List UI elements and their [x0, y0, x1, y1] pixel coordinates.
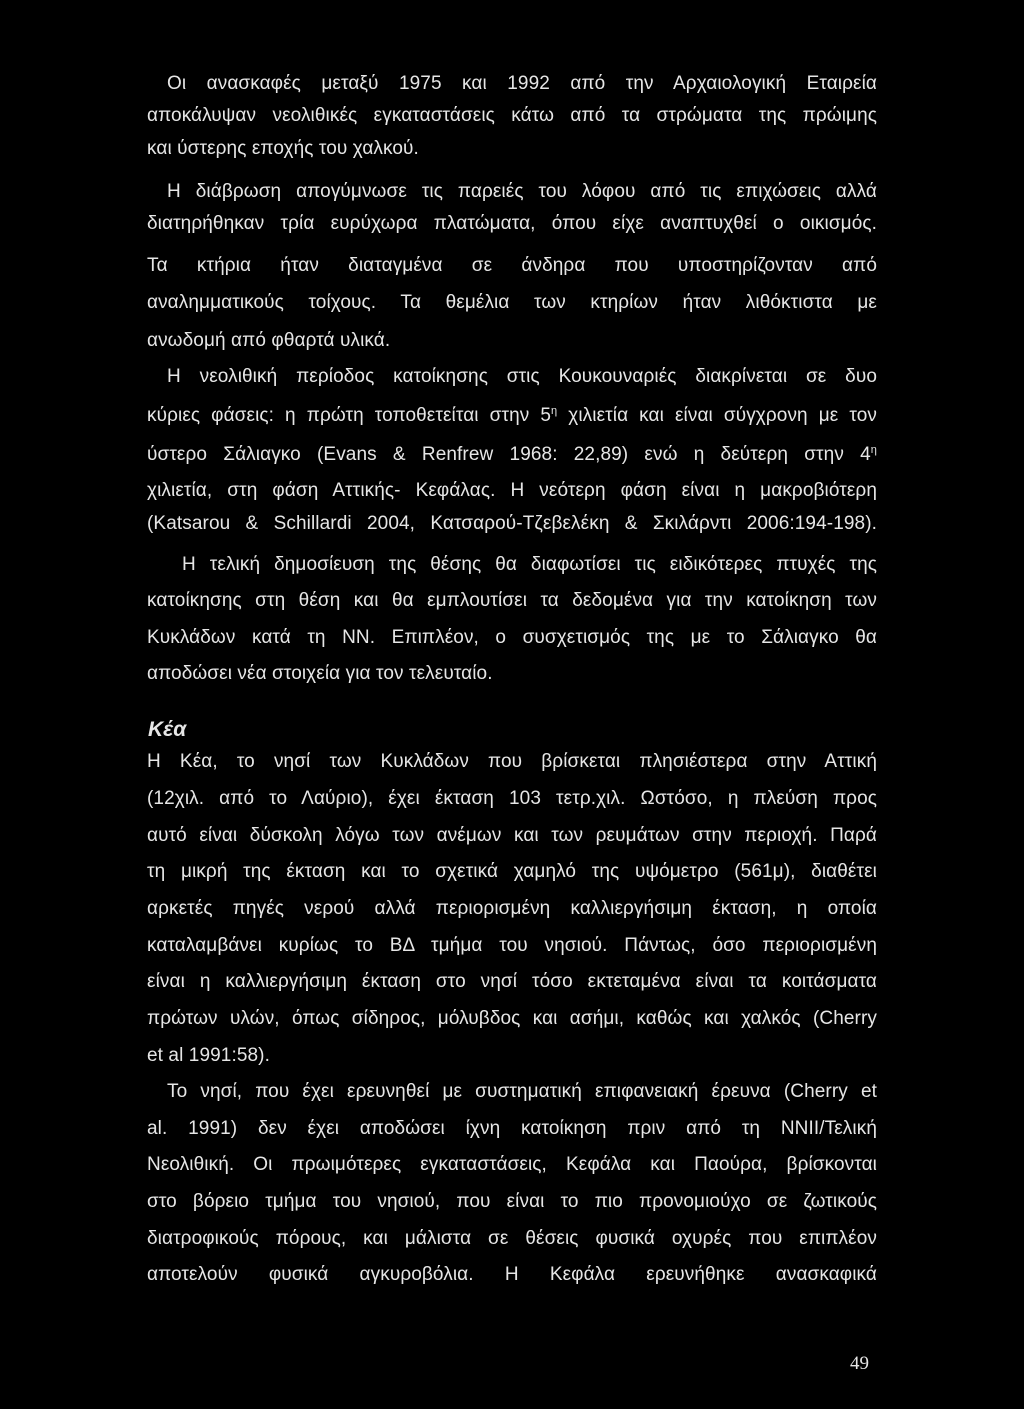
text-line: Τα κτήρια ήταν διαταγμένα σε άνδηρα που υποστηρίζονταν από	[147, 255, 877, 276]
text-line: et al 1991:58).	[147, 1045, 270, 1066]
text-line: ανωδομή από φθαρτά υλικά.	[147, 330, 391, 351]
text-line: πρώτων υλών, όπως σίδηρος, μόλυβδος και ασήμι, καθώς και χαλκός (Cherry	[147, 1008, 877, 1029]
text-line: αποδώσει νέα στοιχεία για τον τελευταίο.	[147, 663, 493, 684]
page-number: 49	[850, 1353, 869, 1374]
text-line: και ύστερης εποχής του χαλκού.	[147, 138, 419, 159]
text-line: Η νεολιθική περίοδος κατοίκησης στις Κουκουναριές διακρίνεται σε δυο	[167, 366, 877, 387]
text-line: διατηρήθηκαν τρία ευρύχωρα πλατώματα, όπου είχε αναπτυχθεί ο οικισμός.	[147, 213, 877, 234]
text-line: (12χιλ. από το Λαύριο), έχει έκταση 103 τετρ.χιλ. Ωστόσο, η πλεύση προς	[147, 788, 877, 809]
text-line: Η Κέα, το νησί των Κυκλάδων που βρίσκεται πλησιέστερα στην Αττική	[147, 751, 877, 772]
text-line: (Katsarou & Schillardi 2004, Κατσαρού-Τζεβελέκη & Σκιλάρντι 2006:194-198).	[147, 513, 877, 534]
text-line: κατοίκησης στη θέση και θα εμπλουτίσει τα δεδομένα για την κατοίκηση των	[147, 590, 877, 611]
text-line: διατροφικούς πόρους, και μάλιστα σε θέσεις φυσικά οχυρές που επιπλέον	[147, 1228, 877, 1249]
text-line: αυτό είναι δύσκολη λόγω των ανέμων και των ρευμάτων στην περιοχή. Παρά	[147, 825, 877, 846]
text-line: Νεολιθική. Οι πρωιμότερες εγκαταστάσεις, Κεφάλα και Παούρα, βρίσκονται	[147, 1154, 877, 1175]
text-line: al. 1991) δεν έχει αποδώσει ίχνη κατοίκηση πριν από τη ΝΝΙΙ/Τελική	[147, 1118, 877, 1139]
text-line: αναλημματικούς τοίχους. Τα θεμέλια των κτηρίων ήταν λιθόκτιστα με	[147, 292, 877, 313]
text-line: αποκάλυψαν νεολιθικές εγκαταστάσεις κάτω από τα στρώματα της πρώιμης	[147, 105, 877, 126]
text-line: Η διάβρωση απογύμνωσε τις παρειές του λόφου από τις επιχώσεις αλλά	[167, 181, 877, 202]
superscript: η	[551, 405, 558, 417]
text-segment: χιλιετία και είναι σύγχρονη με τον	[557, 405, 877, 426]
text-line: αρκετές πηγές νερού αλλά περιορισμένη καλλιεργήσιμη έκταση, η οποία	[147, 898, 877, 919]
text-line: καταλαμβάνει κυρίως το ΒΔ τμήμα του νησιού. Πάντως, όσο περιορισμένη	[147, 935, 877, 956]
text-line: Η τελική δημοσίευση της θέσης θα διαφωτίσει τις ειδικότερες πτυχές της	[182, 554, 877, 575]
text-line: τη μικρή της έκταση και το σχετικά χαμηλό της υψόμετρο (561μ), διαθέτει	[147, 861, 877, 882]
text-line: αποτελούν φυσικά αγκυροβόλια. Η Κεφάλα ερευνήθηκε ανασκαφικά	[147, 1264, 877, 1285]
text-line	[147, 404, 877, 428]
text-line: είναι η καλλιεργήσιμη έκταση στο νησί τόσο εκτεταμένα είναι τα κοιτάσματα	[147, 971, 877, 992]
text-segment: ύστερο Σάλιαγκο (Evans & Renfrew 1968: 22,89) ενώ η δεύτερη στην 4	[147, 444, 871, 465]
text-line: χιλιετία, στη φάση Αττικής- Κεφάλας. Η νεότερη φάση είναι η μακροβιότερη	[147, 480, 877, 501]
text-line: Το νησί, που έχει ερευνηθεί με συστηματική επιφανειακή έρευνα (Cherry et	[167, 1081, 877, 1102]
text-line	[147, 443, 877, 467]
text-line: στο βόρειο τμήμα του νησιού, που είναι το πιο προνομιούχο σε ζωτικούς	[147, 1191, 877, 1212]
text-line: Οι ανασκαφές μεταξύ 1975 και 1992 από την Αρχαιολογική Εταιρεία	[167, 73, 877, 94]
superscript: η	[870, 444, 877, 456]
section-heading: Κέα	[148, 718, 187, 741]
text-line: Κυκλάδων κατά τη ΝΝ. Επιπλέον, ο συσχετισμός της με το Σάλιαγκο θα	[147, 627, 877, 648]
text-segment: κύριες φάσεις: η πρώτη τοποθετείται στην 5	[147, 405, 552, 426]
